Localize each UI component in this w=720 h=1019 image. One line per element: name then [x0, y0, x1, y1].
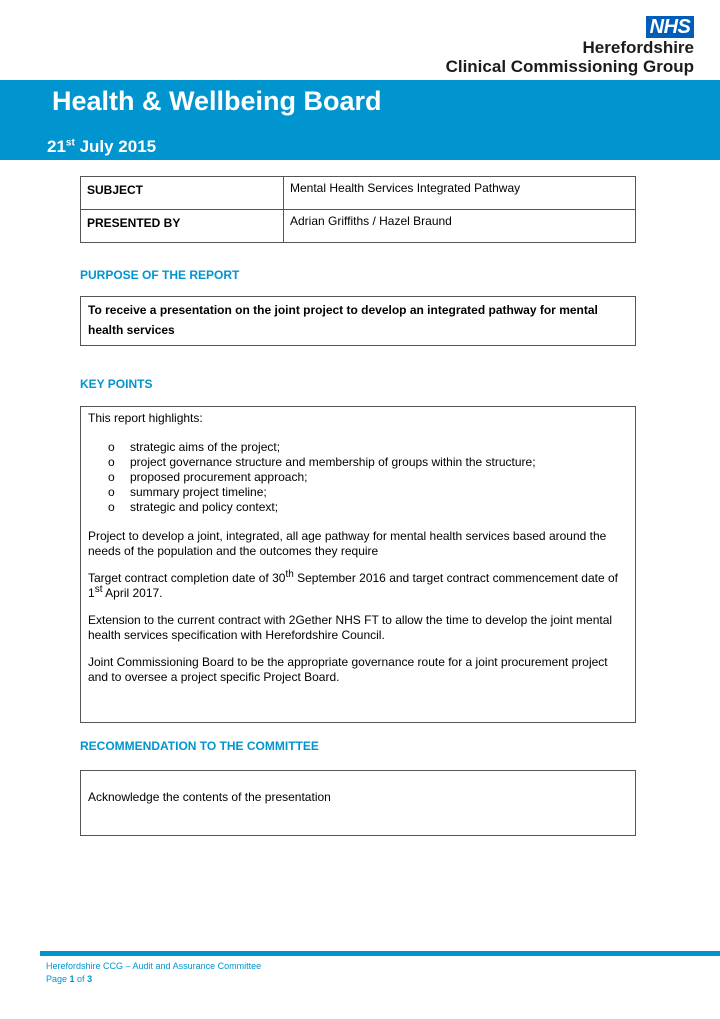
footer-committee: Herefordshire CCG – Audit and Assurance Committee [46, 961, 262, 971]
date-suffix: st [65, 137, 75, 149]
ordinal-suffix: th [285, 569, 294, 580]
page-number [46, 973, 261, 986]
banner-text [0, 80, 720, 160]
key-points-heading: KEY POINTS [80, 377, 153, 391]
purpose-box [80, 296, 636, 346]
bullet-icon: o [108, 440, 115, 454]
recommendation-heading: RECOMMENDATION TO THE COMMITTEE [80, 739, 319, 753]
recommendation-text: Acknowledge the contents of the presentation [88, 790, 331, 804]
bullet-icon: o [108, 455, 115, 469]
ordinal-suffix: st [94, 584, 103, 595]
list-item [108, 470, 628, 485]
date-rest: July 2015 [79, 137, 157, 156]
nhs-logo: NHS [646, 16, 694, 38]
info-key: PRESENTED BY [81, 210, 284, 243]
page-total: 3 [87, 974, 93, 984]
para-text: April 2017. [102, 586, 163, 600]
purpose-text: To receive a presentation on the joint project to develop an integrated pathway for mental health services [88, 303, 598, 337]
list-item-text: strategic aims of the project; [130, 440, 281, 454]
org-line-2: Clinical Commissioning Group [445, 57, 694, 76]
org-name [446, 38, 694, 77]
info-value: Adrian Griffiths / Hazel Braund [284, 210, 636, 243]
info-key: SUBJECT [81, 177, 284, 210]
org-line-1: Herefordshire [582, 38, 694, 57]
list-item-text: strategic and policy context; [130, 500, 279, 514]
list-item-text: proposed procurement approach; [130, 470, 308, 484]
bullet-icon: o [108, 470, 115, 484]
table-row [81, 177, 636, 210]
bullet-icon: o [108, 500, 115, 514]
purpose-heading: PURPOSE OF THE REPORT [80, 268, 240, 282]
para-text: September 2016 and target contract commencement date of 1 [88, 571, 618, 600]
key-point-paragraph: Project to develop a joint, integrated, all age pathway for mental health services based around the needs of the population and the outcomes they require [88, 529, 607, 558]
key-points-intro: This report highlights: [88, 411, 203, 425]
key-point-paragraph [88, 571, 628, 601]
page-current: 1 [69, 974, 75, 984]
table-row [81, 210, 636, 243]
key-points-box [80, 406, 636, 723]
info-value: Mental Health Services Integrated Pathway [284, 177, 636, 210]
bullet-icon: o [108, 485, 115, 499]
page-title: Health & Wellbeing Board [52, 86, 382, 116]
page-label: Page [46, 974, 70, 984]
list-item [108, 500, 628, 515]
list-item [108, 485, 628, 500]
footer-divider [40, 951, 720, 956]
key-point-paragraph: Joint Commissioning Board to be the appropriate governance route for a joint procurement project and to oversee a project specific Project Board. [88, 655, 608, 684]
key-points-list [108, 440, 628, 515]
date-day: 21 [47, 137, 66, 156]
meeting-date [47, 137, 156, 157]
list-item [108, 440, 628, 455]
info-table [80, 176, 636, 243]
para-text: Target contract completion date of 30 [88, 571, 286, 585]
list-item-text: project governance structure and membership of groups within the structure; [130, 455, 536, 469]
footer [46, 960, 261, 986]
key-point-paragraph: Extension to the current contract with 2Gether NHS FT to allow the time to develop the joint mental health services specification with Herefordshire Council. [88, 613, 613, 642]
list-item [108, 455, 628, 470]
list-item-text: summary project timeline; [130, 485, 267, 499]
page-of: of [74, 974, 88, 984]
recommendation-box [80, 770, 636, 836]
